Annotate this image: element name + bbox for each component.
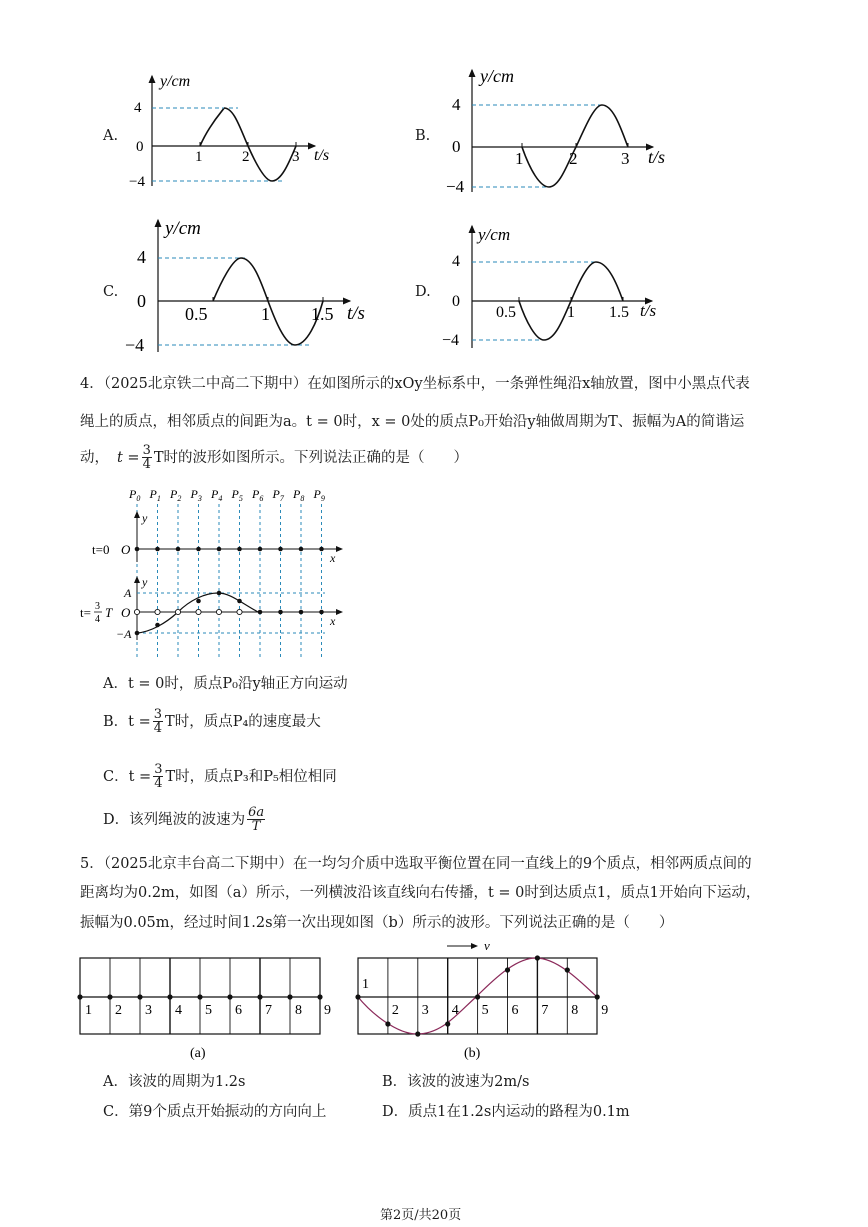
particle-number-b: 4 bbox=[451, 1003, 459, 1018]
point-label-p2: $P_2$ bbox=[170, 487, 182, 503]
y-tick-bottom: −4 bbox=[129, 174, 145, 190]
equilibrium-circle bbox=[237, 609, 242, 614]
particle-number-a: 7 bbox=[265, 1003, 272, 1018]
axis-x-label: t/s bbox=[640, 301, 657, 320]
particle-number-b: 9 bbox=[601, 1003, 609, 1018]
y-tick-zero: 0 bbox=[452, 137, 461, 156]
q4-text-line3 bbox=[80, 444, 468, 471]
particle-dot-t0 bbox=[278, 547, 283, 552]
particle-number-b: 7 bbox=[541, 1003, 549, 1018]
q5-figure-a bbox=[80, 950, 340, 1065]
amp-neg-label: −A bbox=[116, 627, 132, 641]
axis-y-label: y/cm bbox=[160, 73, 191, 90]
x-tick-2: 1 bbox=[567, 304, 575, 321]
particle-dot-t0 bbox=[176, 547, 181, 552]
particle-number-a: 9 bbox=[324, 1003, 331, 1018]
equilibrium-circle bbox=[134, 609, 139, 614]
point-label-p8: $P_8$ bbox=[293, 487, 305, 503]
point-label-p4: $P_4$ bbox=[211, 487, 223, 503]
particle-dot-t0 bbox=[299, 547, 304, 552]
particle-dot-t1 bbox=[278, 610, 283, 615]
particle-dot-t0 bbox=[258, 547, 263, 552]
particle-dot-b bbox=[565, 967, 570, 972]
q5-option-c: C．第9个质点开始振动的方向向上 bbox=[103, 1104, 327, 1120]
t1-frac-num: 3 bbox=[95, 601, 100, 612]
particle-dot-b bbox=[475, 994, 480, 999]
q4-text-line2: 绳上的质点，相邻质点的间距为a。t = 0时，x = 0处的质点P₀开始沿y轴做周期为T、振幅为A的简谐运 bbox=[80, 414, 745, 430]
y-tick-bottom: −4 bbox=[442, 332, 460, 349]
q4-line3-post: T时的波形如图所示。下列说法正确的是（ ） bbox=[153, 449, 469, 466]
particle-number-a: 6 bbox=[235, 1003, 242, 1018]
x-tick-2: 2 bbox=[569, 149, 578, 168]
particle-dot-t0 bbox=[196, 547, 201, 552]
caption-a: (a) bbox=[190, 1046, 206, 1061]
axis-x-label: t/s bbox=[314, 147, 330, 164]
page-footer: 第2页/共20页 bbox=[380, 1208, 462, 1223]
q5-text-line2: 距离均为0.2m，如图（a）所示，一列横波沿该直线向右传播，t = 0时到达质点1，质点1开始向下运动， bbox=[80, 885, 761, 901]
particle-dot-t0 bbox=[319, 547, 324, 552]
x-axis-label-top: x bbox=[330, 551, 336, 565]
equilibrium-circle bbox=[175, 609, 180, 614]
particle-dot-a bbox=[257, 994, 262, 999]
point-label-p3: $P_3$ bbox=[190, 487, 202, 503]
point-label-p1: $P_1$ bbox=[149, 487, 161, 503]
option-d-label: D. bbox=[415, 284, 431, 300]
option-c-graph bbox=[125, 212, 375, 357]
axis-y-label: y/cm bbox=[480, 66, 514, 86]
t1-label: t= bbox=[80, 605, 91, 620]
particle-number-a: 8 bbox=[295, 1003, 302, 1018]
option-b-graph bbox=[448, 62, 678, 197]
x-tick-2: 1 bbox=[261, 304, 270, 324]
equilibrium-circle bbox=[155, 609, 160, 614]
q4-wave-figure bbox=[80, 482, 360, 660]
y-tick-bottom: −4 bbox=[446, 177, 465, 196]
particle-number-a: 1 bbox=[85, 1003, 92, 1018]
particle-dot-b bbox=[535, 955, 540, 960]
particle-dot-a bbox=[107, 994, 112, 999]
particle-dot-t1 bbox=[299, 610, 304, 615]
point-label-p7: $P_7$ bbox=[272, 487, 284, 503]
q5-option-b: B．该波的波速为2m/s bbox=[382, 1074, 530, 1090]
caption-b: (b) bbox=[464, 1046, 481, 1061]
axis-x-label: t/s bbox=[347, 303, 365, 324]
q4-text-line1: 4．（2025北京铁二中高二下期中）在如图所示的xOy坐标系中，一条弹性绳沿x轴放置，图中小黑点代表 bbox=[80, 376, 750, 392]
origin-label-bottom: O bbox=[121, 605, 131, 620]
y-tick-top: 4 bbox=[452, 95, 461, 114]
q4-line3-pre: 动， bbox=[80, 449, 109, 466]
amp-pos-label: A bbox=[124, 586, 132, 600]
axis-y-label: y/cm bbox=[478, 225, 511, 244]
particle-number-b: 2 bbox=[391, 1003, 399, 1018]
q5-option-a: A．该波的周期为1.2s bbox=[103, 1074, 246, 1090]
x-tick-1: 0.5 bbox=[185, 304, 208, 324]
particle-dot-a bbox=[167, 994, 172, 999]
velocity-label: v bbox=[484, 938, 490, 953]
q4-option-d: D．该列绳波的波速为 $\frac{6a}{T}$ bbox=[103, 805, 265, 834]
particle-dot-t0 bbox=[135, 547, 140, 552]
particle-dot-a bbox=[287, 994, 292, 999]
particle-dot-a bbox=[197, 994, 202, 999]
particle-number-b: 5 bbox=[481, 1003, 489, 1018]
particle-dot-b bbox=[595, 994, 600, 999]
point-label-p9: $P_9$ bbox=[313, 487, 325, 503]
particle-dot-t0 bbox=[237, 547, 242, 552]
equilibrium-circle bbox=[216, 609, 221, 614]
t-symbol: t = bbox=[117, 449, 140, 466]
y-tick-zero: 0 bbox=[452, 293, 460, 310]
option-c-label: C. bbox=[103, 284, 119, 300]
particle-number-a: 4 bbox=[175, 1003, 182, 1018]
particle-dot-b bbox=[385, 1021, 390, 1026]
t1-T: T bbox=[105, 605, 113, 620]
option-b-label: B. bbox=[415, 128, 431, 144]
y-tick-top: 4 bbox=[134, 100, 142, 116]
particle-dot-t1 bbox=[258, 610, 263, 615]
y-tick-zero: 0 bbox=[136, 139, 144, 155]
particle-dot-t1 bbox=[319, 610, 324, 615]
option-a-graph bbox=[130, 68, 340, 193]
particle-dot-t0 bbox=[155, 547, 160, 552]
particle-dot-t1 bbox=[155, 623, 160, 628]
particle-number-b: 3 bbox=[421, 1003, 429, 1018]
y-tick-top: 4 bbox=[452, 253, 460, 270]
particle-number-b: 1 bbox=[362, 977, 369, 992]
y-tick-bottom: −4 bbox=[125, 335, 145, 355]
particle-dot-a bbox=[137, 994, 142, 999]
particle-dot-b bbox=[355, 994, 360, 999]
particle-dot-a bbox=[227, 994, 232, 999]
equilibrium-circle bbox=[196, 609, 201, 614]
q5-text-line3: 振幅为0.05m，经过时间1.2s第一次出现如图（b）所示的波形。下列说法正确的是（ ） bbox=[80, 915, 674, 931]
q5-figure-b bbox=[352, 936, 612, 1066]
axis-y-label: y/cm bbox=[165, 218, 201, 239]
y-axis-label-top: y bbox=[142, 511, 148, 525]
option-d-graph bbox=[440, 218, 675, 353]
particle-dot-a bbox=[77, 994, 82, 999]
particle-number-b: 8 bbox=[571, 1003, 579, 1018]
x-tick-1: 1 bbox=[515, 149, 524, 168]
particle-number-b: 6 bbox=[511, 1003, 519, 1018]
fraction: $\frac{3}{4}$ bbox=[142, 443, 151, 472]
x-tick-3: 1.5 bbox=[609, 304, 629, 321]
particle-dot-t1 bbox=[237, 599, 242, 604]
x-tick-3: 1.5 bbox=[311, 304, 334, 324]
t1-frac-den: 4 bbox=[95, 614, 100, 625]
origin-label-top: O bbox=[121, 542, 131, 557]
q4-option-b: B．t = $\frac{3}{4}$ T时，质点P₄的速度最大 bbox=[103, 707, 321, 736]
particle-dot-t1 bbox=[217, 591, 222, 596]
particle-dot-t1 bbox=[196, 599, 201, 604]
particle-dot-a bbox=[317, 994, 322, 999]
y-tick-zero: 0 bbox=[137, 291, 146, 311]
x-tick-3: 3 bbox=[292, 149, 300, 165]
y-axis-label-bottom: y bbox=[142, 575, 148, 589]
particle-number-a: 5 bbox=[205, 1003, 212, 1018]
x-tick-1: 1 bbox=[195, 149, 203, 165]
particle-dot-b bbox=[415, 1031, 420, 1036]
particle-dot-t1 bbox=[135, 631, 140, 636]
q4-option-c: C．t = $\frac{3}{4}$ T时，质点P₃和P₅相位相同 bbox=[103, 762, 337, 791]
q5-text-line1: 5．（2025北京丰台高二下期中）在一均匀介质中选取平衡位置在同一直线上的9个质点，相邻两质点间的 bbox=[80, 856, 752, 872]
option-a-label: A. bbox=[103, 128, 119, 144]
particle-number-a: 3 bbox=[145, 1003, 152, 1018]
particle-number-a: 2 bbox=[115, 1003, 122, 1018]
point-label-p0: $P_0$ bbox=[129, 487, 141, 503]
particle-dot-b bbox=[445, 1021, 450, 1026]
x-axis-label-bottom: x bbox=[330, 614, 336, 628]
q5-option-d: D．质点1在1.2s内运动的路程为0.1m bbox=[382, 1104, 630, 1120]
x-tick-2: 2 bbox=[242, 149, 250, 165]
t0-label: t=0 bbox=[92, 542, 110, 557]
q4-option-a: A．t = 0时，质点P₀沿y轴正方向运动 bbox=[103, 676, 348, 692]
y-tick-top: 4 bbox=[137, 247, 146, 267]
x-tick-1: 0.5 bbox=[496, 304, 516, 321]
axis-x-label: t/s bbox=[648, 147, 666, 167]
point-label-p5: $P_5$ bbox=[231, 487, 243, 503]
particle-dot-t0 bbox=[217, 547, 222, 552]
particle-dot-b bbox=[505, 967, 510, 972]
point-label-p6: $P_6$ bbox=[252, 487, 264, 503]
x-tick-3: 3 bbox=[621, 149, 630, 168]
